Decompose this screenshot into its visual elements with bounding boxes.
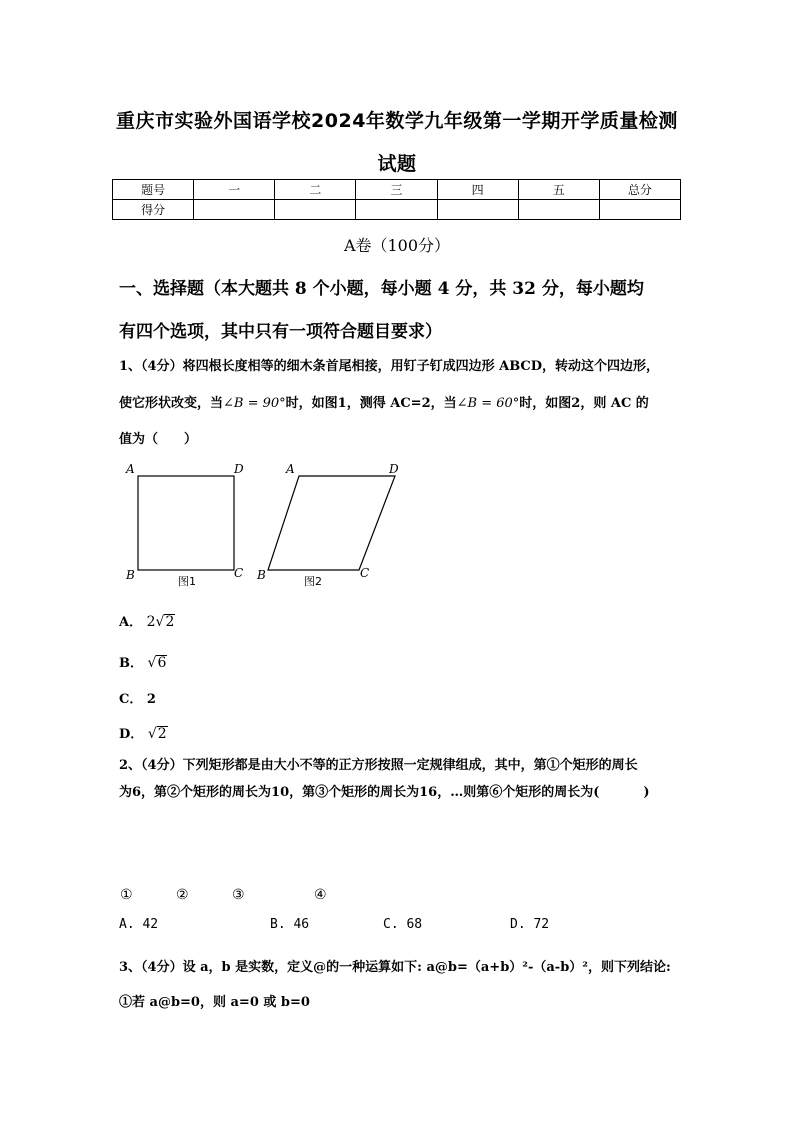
angle-b-60: ∠B = 60° — [456, 396, 520, 411]
question-1-text: 1、（4分）将四根长度相等的细木条首尾相接，用钉子钉成四边形 ABCD，转动这个四边形， — [119, 359, 660, 374]
q1-text-part: 时，如图1，测得 AC=2，当 — [285, 396, 457, 411]
q1-option-d[interactable] — [119, 723, 168, 742]
q1-text-part: 时，如图2，则 AC 的 — [519, 396, 649, 411]
q1-option-c[interactable] — [119, 688, 156, 707]
q1-option-b[interactable] — [119, 652, 167, 671]
score-cell — [275, 200, 356, 220]
q2-figure-label-2: ② — [176, 887, 189, 903]
q2-figure-label-1: ① — [120, 887, 133, 903]
vertex-b-label: B — [257, 568, 266, 582]
vertex-d-label: D — [389, 462, 399, 476]
question-1-text-line3: 值为（ ） — [119, 432, 198, 447]
angle-b-90: ∠B = 90° — [223, 396, 286, 411]
sqrt-radicand: 6 — [157, 655, 167, 671]
score-cell — [356, 200, 437, 220]
vertex-d-label: D — [234, 462, 244, 476]
page-title: 重庆市实验外国语学校2024年数学九年级第一学期开学质量检测 — [116, 110, 678, 132]
table-header-cell: 三 — [356, 180, 437, 200]
question-2-text: 2、（4分）下列矩形都是由大小不等的正方形按照一定规律组成，其中，第①个矩形的周长 — [119, 758, 638, 773]
vertex-a-label: A — [286, 462, 295, 476]
figure-1-caption: 图1 — [178, 575, 196, 588]
table-row — [113, 200, 681, 220]
option-label: B． — [119, 656, 143, 671]
section-title: A卷（100分） — [343, 236, 451, 255]
table-row — [113, 180, 681, 200]
q2-option-d[interactable]: D. 72 — [510, 917, 550, 932]
q2-option-c[interactable]: C. 68 — [383, 917, 423, 932]
sqrt-radicand: 2 — [157, 726, 167, 742]
question-3-text: 3、（4分）设 a，b 是实数，定义@的一种运算如下: a@b=（a+b）²-（a-b）²，则下列结论: — [119, 960, 671, 975]
q2-text-part: ) — [643, 785, 650, 800]
sqrt-coefficient: 2 — [146, 614, 156, 630]
part-heading-line2: 有四个选项，其中只有一项符合题目要求） — [119, 322, 442, 342]
score-cell — [194, 200, 275, 220]
part-heading: 一、选择题（本大题共 8 个小题，每小题 4 分，共 32 分，每小题均 — [119, 279, 644, 299]
page-title-line2: 试题 — [377, 153, 417, 175]
vertex-b-label: B — [126, 568, 135, 582]
option-label: C． — [119, 692, 143, 707]
q1-text-part: 使它形状改变，当 — [119, 396, 224, 411]
table-header-cell: 五 — [518, 180, 599, 200]
question-1-text-line2 — [119, 392, 649, 411]
table-header-cell: 一 — [194, 180, 275, 200]
vertex-c-label: C — [234, 566, 244, 580]
vertex-a-label: A — [126, 462, 135, 476]
score-cell — [518, 200, 599, 220]
question-3-statement-1: ①若 a@b=0，则 a=0 或 b=0 — [119, 995, 310, 1010]
q2-figure-label-4: ④ — [314, 887, 327, 903]
score-cell — [437, 200, 518, 220]
table-header-cell: 四 — [437, 180, 518, 200]
sqrt-expression: √6 — [147, 655, 167, 671]
vertex-c-label: C — [360, 566, 370, 580]
score-cell — [599, 200, 680, 220]
table-row-label: 得分 — [113, 200, 194, 220]
q2-text-part: 为6，第②个矩形的周长为10，第③个矩形的周长为16，…则第⑥个矩形的周长为( — [119, 785, 600, 800]
score-table — [112, 179, 681, 220]
q1-option-a[interactable] — [119, 611, 175, 630]
square-shape — [138, 476, 234, 570]
option-label: D． — [119, 727, 144, 742]
figure-2-caption: 图2 — [304, 575, 322, 588]
option-label: A． — [119, 615, 143, 630]
sqrt-expression: √2 — [147, 726, 167, 742]
q2-option-b[interactable]: B. 46 — [270, 917, 310, 932]
table-header-cell: 二 — [275, 180, 356, 200]
sqrt-expression: 2√2 — [146, 614, 175, 630]
table-header-cell: 题号 — [113, 180, 194, 200]
option-value: 2 — [146, 692, 156, 707]
sqrt-radicand: 2 — [165, 614, 175, 630]
table-header-cell: 总分 — [599, 180, 680, 200]
figure-1-square — [118, 458, 258, 588]
q2-figure-label-3: ③ — [232, 887, 245, 903]
figure-2-rhombus — [255, 458, 415, 588]
question-2-text-line2 — [119, 781, 650, 800]
rhombus-shape — [268, 476, 395, 570]
q2-option-a[interactable]: A. 42 — [119, 917, 159, 932]
